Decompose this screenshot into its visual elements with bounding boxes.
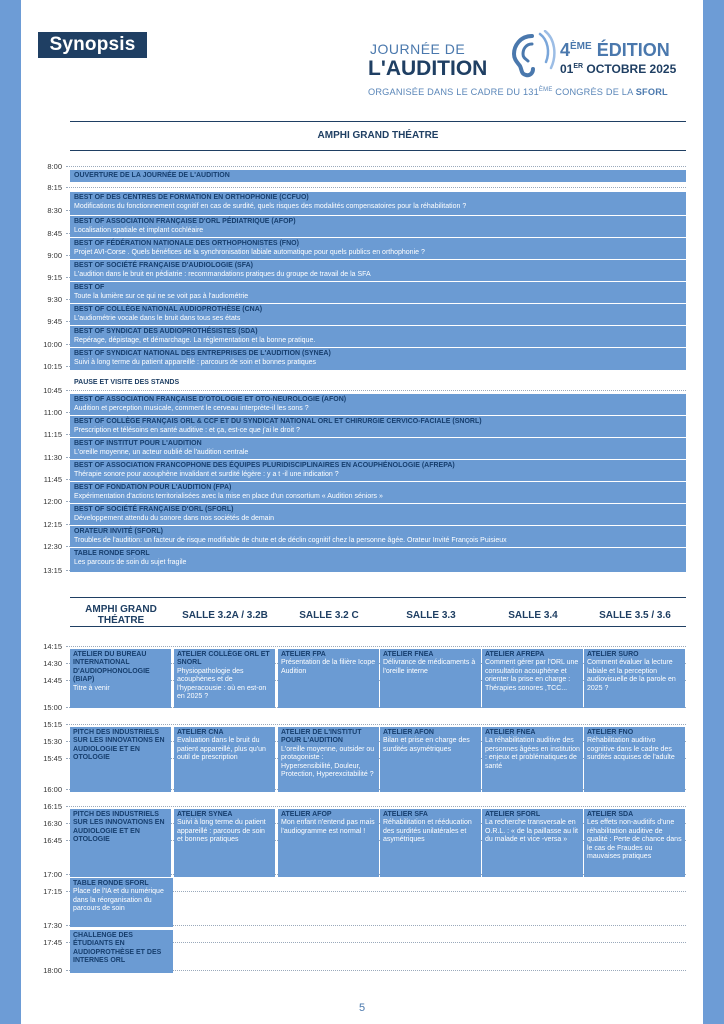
time-label: 12:00 [43,497,62,506]
workshop-cell [174,809,275,877]
workshop-title: ATELIER SDA [587,811,634,818]
workshop-cell [70,930,173,973]
time-label: 8:15 [47,183,62,192]
workshop-description: Comment évaluer la lecture labiale et la perception audiovisuelle de la parole en 2025 ? [587,659,676,692]
session-block [70,526,686,547]
session-title: BEST OF COLLÈGE FRANÇAIS ORL & CCF ET DU SYNDICAT NATIONAL ORL ET CHIRURGIE CERVICO-FACIALE (SNORL) [74,418,482,425]
workshop-cell [174,649,275,708]
session-title: BEST OF SOCIÉTÉ FRANÇAISE D'ORL (SFORL) [74,506,234,513]
session-description: L'audition dans le bruit en pédiatrie : recommandations pratiques du groupe de travail de la SFA [74,270,371,278]
time-label: 11:15 [43,430,62,439]
time-label: 10:15 [43,362,62,371]
session-title: TABLE RONDE SFORL [74,550,150,557]
time-label: 11:45 [43,475,62,484]
workshop-cell [482,649,583,708]
workshop-title: ATELIER FNEA [383,651,434,658]
time-label: 16:45 [43,836,62,845]
workshop-description: Réhabilitation et rééducation des surdités unilatérales et asymétriques [383,819,472,844]
room-column-header: SALLE 3.4 [508,610,558,621]
time-gridline [66,724,686,725]
right-border-band [703,0,724,1024]
workshop-description: Bilan et prise en charge des surdités asymétriques [383,737,470,753]
session-description: Toute la lumière sur ce qui ne se voit pas à l'audiométrie [74,292,249,300]
workshop-title: ATELIER DE L'INSTITUT POUR L'AUDITION [281,729,362,745]
ear-logo-icon [502,30,558,80]
time-label: 12:30 [43,542,62,551]
time-gridline [66,646,686,647]
session-block [70,482,686,503]
workshop-cell [584,809,685,877]
workshop-cell [584,649,685,708]
workshop-cell [380,649,481,708]
workshop-cell [278,649,379,708]
session-description: Expérimentation d'actions territorialisées avec la mise en place d'un consortium « Audition séniors » [74,492,383,500]
session-block [70,304,686,325]
room-column-header: SALLE 3.2A / 3.2B [182,610,268,621]
workshop-title: ATELIER COLLÈGE ORL ET SNORL [177,651,270,667]
session-title: BEST OF [74,284,105,291]
session-description: Suivi à long terme du patient appareillé : parcours de soin et bonnes pratiques [74,358,317,366]
workshop-title: CHALLENGE DES ÉTUDIANTS EN AUDIOPROTHÈSE ET DES INTERNES ORL [73,932,162,965]
workshop-cell [70,878,173,927]
time-label: 13:15 [43,566,62,575]
pause-label: PAUSE ET VISITE DES STANDS [74,379,180,386]
session-title: BEST OF INSTITUT POUR L'AUDITION [74,440,202,447]
event-title-line1: JOURNÉE DE [370,41,466,57]
workshop-title: ATELIER FPA [281,651,326,658]
time-label: 16:00 [43,785,62,794]
workshop-cell [174,727,275,792]
workshop-cell [584,727,685,792]
session-title: BEST OF ASSOCIATION FRANÇAISE D'OTOLOGIE ET OTO-NEUROLOGIE (AFON) [74,396,347,403]
edition-number: 4ÈME ÉDITION [560,40,670,60]
event-subtitle: ORGANISÉE DANS LE CADRE DU 131ÈME CONGRÈS DE LA SFORL [368,87,668,98]
workshop-description: Comment gérer par l'ORL une consultation acouphène et orienter la prise en charge : Thérapies sonores ,TCC... [485,659,579,692]
workshop-description: Délivrance de médicaments à l'oreille interne [383,659,476,675]
session-title: BEST OF ASSOCIATION FRANCOPHONE DES ÉQUIPES PLURIDISCIPLINAIRES EN ACOUPHÉNOLOGIE (AFREPA) [74,462,455,469]
workshop-title: ATELIER DU BUREAU INTERNATIONAL D'AUDIOPHONOLOGIE (BIAP) [73,651,150,684]
workshop-title: ATELIER SYNEA [177,811,233,818]
workshop-description: Place de l'IA et du numérique dans la réorganisation du parcours de soin [73,888,164,913]
session-title: BEST OF ASSOCIATION FRANÇAISE D'ORL PÉDIATRIQUE (AFOP) [74,218,296,225]
session-description: Thérapie sonore pour acouphène invalidant et surdité légère : y a t -il une indication ? [74,470,339,478]
workshop-title: ATELIER FNEA [485,729,536,736]
time-label: 10:45 [43,386,62,395]
session-block [70,238,686,259]
session-description: L'oreille moyenne, un acteur oublié de l'audition centrale [74,448,249,456]
left-border-band [0,0,21,1024]
workshop-title: ATELIER SFORL [485,811,541,818]
session-block [70,170,686,182]
time-label: 15:15 [43,720,62,729]
time-label: 11:30 [43,453,62,462]
session-description: Développement attendu du sonore dans nos sociétés de demain [74,514,275,522]
session-block [70,416,686,437]
time-label: 9:30 [47,295,62,304]
session-block [70,192,686,215]
workshop-cell [70,727,171,792]
room-column-header: SALLE 3.2 C [299,610,359,621]
session-title: OUVERTURE DE LA JOURNÉE DE L'AUDITION [74,172,230,179]
workshop-title: ATELIER AFREPA [485,651,545,658]
time-label: 14:45 [43,676,62,685]
page-number: 5 [358,1002,366,1014]
workshop-title: ATELIER CNA [177,729,224,736]
session-description: L'audiométrie vocale dans le bruit dans tous ses états [74,314,241,322]
workshop-cell [482,727,583,792]
session-description: Projet AVI-Corse . Quels bénéfices de la synchronisation labiale automatique pour quels publics en orthophonie ? [74,248,425,256]
workshop-cell [380,727,481,792]
session-block [70,348,686,370]
event-title-line2: L'AUDITION [368,57,488,80]
session-title: BEST OF DES CENTRES DE FORMATION EN ORTHOPHONIE (CCFUO) [74,194,309,201]
time-label: 17:30 [43,921,62,930]
workshop-title: ATELIER AFON [383,729,434,736]
session-title: BEST OF SOCIÉTÉ FRANÇAISE D'AUDIOLOGIE (SFA) [74,262,254,269]
time-gridline [66,806,686,807]
workshop-title: ATELIER SURO [587,651,639,658]
session-block [70,216,686,237]
time-label: 12:15 [43,520,62,529]
workshop-description: Suivi à long terme du patient appareillé : parcours de soin et bonnes pratiques [177,819,266,844]
event-date: 01ER OCTOBRE 2025 [560,62,677,76]
workshop-title: ATELIER FNO [587,729,634,736]
time-label: 15:45 [43,754,62,763]
session-block [70,548,686,572]
time-label: 15:00 [43,703,62,712]
time-gridline [66,166,686,167]
time-label: 17:15 [43,887,62,896]
workshop-cell [278,727,379,792]
time-label: 10:00 [43,340,62,349]
workshop-description: Physiopathologie des acouphènes et de l'hyperacousie : où en est-on en 2025 ? [177,667,267,701]
workshop-description: Réhabilitation auditivo cognitive dans le cadre des surdités acquises de l'adulte [587,737,675,762]
workshop-description: La réhabilitation auditive des personnes âgées en institution : enjeux et problématiques de santé [485,737,580,770]
session-description: Modifications du fonctionnement cognitif en cas de surdité, quels risques des modalités compensatoires pour la réhabilitation ? [74,202,467,210]
session-description: Localisation spatiale et implant cochléaire [74,226,204,234]
time-label: 8:00 [47,162,62,171]
session-block [70,460,686,481]
time-label: 14:30 [43,659,62,668]
session-block [70,438,686,459]
session-block [70,504,686,525]
workshop-cell [70,649,171,708]
time-label: 9:45 [47,317,62,326]
time-label: 8:30 [47,206,62,215]
session-block [70,326,686,347]
workshop-description: Mon enfant n'entend pas mais l'audiogramme est normal ! [281,819,375,835]
session-block [70,394,686,415]
session-title: BEST OF SYNDICAT DES AUDIOPROTHÉSISTES (SDA) [74,328,258,335]
synopsis-label: Synopsis [38,32,147,58]
room-column-header: SALLE 3.5 / 3.6 [599,610,671,621]
workshop-cell [70,809,171,877]
time-label: 18:00 [43,966,62,975]
room-column-header: SALLE 3.3 [406,610,456,621]
room-column-header: AMPHI GRAND THÉATRE [85,604,157,626]
time-label: 15:30 [43,737,62,746]
time-label: 16:30 [43,819,62,828]
session-title: ORATEUR INVITÉ (SFORL) [74,528,163,535]
workshop-cell [278,809,379,877]
workshop-title: PITCH DES INDUSTRIELS SUR LES INNOVATIONS EN AUDIOLOGIE ET EN OTOLOGIE [73,811,165,844]
session-block [70,260,686,281]
workshop-description: La recherche transversale en O.R.L. : « de la paillasse au lit du malade et vice -versa » [485,819,578,844]
workshop-title: PITCH DES INDUSTRIELS SUR LES INNOVATIONS EN AUDIOLOGIE ET EN OTOLOGIE [73,729,165,762]
time-label: 16:15 [43,802,62,811]
session-description: Audition et perception musicale, comment le cerveau interprète-il les sons ? [74,404,309,412]
workshop-cell [482,809,583,877]
time-label: 17:00 [43,870,62,879]
session-block [70,282,686,303]
workshop-description: L'oreille moyenne, outsider ou protagoniste : Hypersensibilité, Douleur, Protection, Hyperexcitabilité ? [281,745,375,779]
time-label: 9:00 [47,251,62,260]
time-label: 11:00 [43,408,62,417]
time-label: 9:15 [47,273,62,282]
workshop-description: Présentation de la filière Icope Audition [281,659,376,675]
workshop-cell [380,809,481,877]
workshop-description: Evaluation dans le bruit du patient appareillé, plus qu'un outil de prescription [177,737,266,762]
workshop-description: Titre à venir [73,684,110,692]
workshop-description: Les effets non-auditifs d'une réhabilitation auditive de qualité : Perte de chance dans le cas de Fraudes ou mauvaises pratiques [587,819,682,861]
time-label: 8:45 [47,229,62,238]
workshop-title: TABLE RONDE SFORL [73,880,149,887]
time-gridline [66,390,686,391]
workshop-title: ATELIER AFOP [281,811,332,818]
session-title: BEST OF FÉDÉRATION NATIONALE DES ORTHOPHONISTES (FNO) [74,240,299,247]
session-description: Prescription et télésoins en santé auditive : et ça, est-ce que j'ai le droit ? [74,426,300,434]
session-title: BEST OF SYNDICAT NATIONAL DES ENTREPRISES DE L'AUDITION (SYNEA) [74,350,331,357]
time-gridline [66,187,686,188]
session-description: Les parcours de soin du sujet fragile [74,558,187,566]
workshop-title: ATELIER SFA [383,811,428,818]
session-description: Troubles de l'audition: un facteur de risque modifiable de chute et de déclin cognitif chez la personne âgée. Orateur Invité François Puisieux [74,536,507,544]
time-label: 14:15 [43,642,62,651]
session-title: BEST OF FONDATION POUR L'AUDITION (FPA) [74,484,232,491]
time-label: 17:45 [43,938,62,947]
amphi-section-title: AMPHI GRAND THÉATRE [317,130,439,141]
amphi-section-header [70,121,686,151]
session-title: BEST OF COLLÈGE NATIONAL AUDIOPROTHÈSE (CNA) [74,306,263,313]
session-description: Repérage, dépistage, et démarchage. La réglementation et la bonne pratique. [74,336,316,344]
